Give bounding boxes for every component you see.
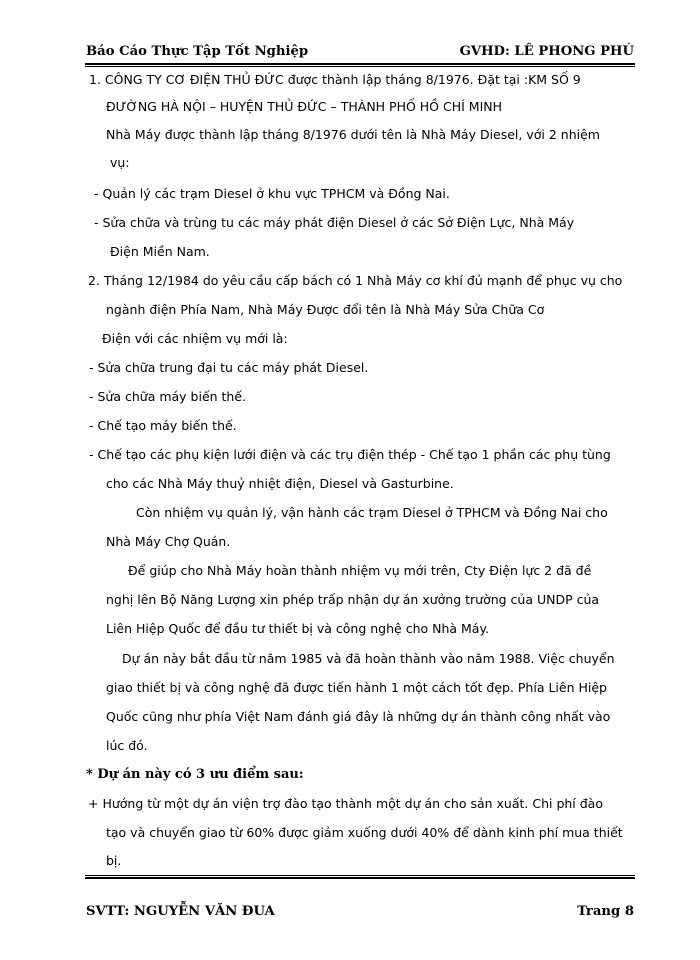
- section-heading: * Dự án này có 3 ưu điểm sau:: [86, 767, 304, 782]
- text-line: - Chế tạo các phụ kiện lưới điện và các trụ điện thép - Chế tạo 1 phần các phụ tùng: [89, 447, 611, 462]
- footer-rule-thin: [85, 875, 635, 876]
- page-number: Trang 8: [577, 904, 634, 919]
- footer-student: SVTT: NGUYỄN VĂN ĐUA: [86, 904, 275, 919]
- text-line: - Quản lý các trạm Diesel ở khu vực TPHCM và Đồng Nai.: [94, 186, 450, 201]
- text-line: cho các Nhà Máy thuỷ nhiệt điện, Diesel và Gasturbine.: [106, 476, 454, 491]
- header-rule-thick: [85, 63, 635, 65]
- text-line: tạo và chuyển giao từ 60% được giảm xuống dưới 40% để dành kinh phí mua thiết: [106, 825, 623, 840]
- text-line: lúc đó.: [106, 738, 148, 753]
- text-line: Liên Hiệp Quốc để đầu tư thiết bị và công nghệ cho Nhà Máy.: [106, 621, 490, 636]
- text-line: Còn nhiệm vụ quản lý, vận hành các trạm Diesel ở TPHCM và Đồng Nai cho: [136, 505, 608, 520]
- text-line: 2. Tháng 12/1984 do yêu cầu cấp bách có 1 Nhà Máy cơ khí đủ mạnh để phục vụ cho: [88, 273, 623, 288]
- text-line: - Sửa chữa và trùng tu các máy phát điện Diesel ở các Sở Điện Lực, Nhà Máy: [94, 215, 575, 230]
- text-line: Dự án này bắt đầu từ năm 1985 và đã hoàn thành vào năm 1988. Việc chuyển: [122, 651, 615, 666]
- text-line: vụ:: [110, 155, 130, 170]
- text-line: bị.: [106, 853, 122, 868]
- text-line: - Sửa chữa máy biến thế.: [89, 389, 247, 404]
- text-line: - Sửa chữa trung đại tu các máy phát Diesel.: [89, 360, 369, 375]
- text-line: Để giúp cho Nhà Máy hoàn thành nhiệm vụ mới trên, Cty Điện lực 2 đã đề: [128, 563, 592, 578]
- text-line: giao thiết bị và công nghệ đã được tiến hành 1 một cách tốt đẹp. Phía Liên Hiệp: [106, 680, 607, 695]
- text-line: Quốc cũng như phía Việt Nam đánh giá đây là những dự án thành công nhất vào: [106, 709, 611, 724]
- text-line: Nhà Máy được thành lập tháng 8/1976 dưới tên là Nhà Máy Diesel, với 2 nhiệm: [106, 127, 600, 142]
- footer-rule-thick: [85, 877, 635, 879]
- text-line: Điện Miền Nam.: [110, 244, 210, 259]
- header-title: Báo Cáo Thực Tập Tốt Nghiệp: [86, 44, 309, 59]
- text-line: 1. CÔNG TY CƠ ĐIỆN THỦ ĐỨC được thành lập tháng 8/1976. Đặt tại :KM SỐ 9: [89, 72, 581, 87]
- header-rule-thin: [85, 66, 635, 67]
- text-line: nghị lên Bộ Năng Lượng xin phép trấp nhận dự án xưởng trường của UNDP của: [106, 592, 600, 607]
- text-line: - Chế tạo máy biến thế.: [89, 418, 237, 433]
- text-line: Nhà Máy Chợ Quán.: [106, 534, 231, 549]
- text-line: ngành điện Phía Nam, Nhà Máy Được đổi tên là Nhà Máy Sửa Chữa Cơ: [106, 302, 545, 317]
- text-line: Điện với các nhiệm vụ mới là:: [102, 331, 288, 346]
- text-line: ĐƯỜNG HÀ NỘI – HUYỆN THỦ ĐỨC – THÀNH PHỐ HỒ CHÍ MINH: [106, 99, 503, 114]
- text-line: + Hướng từ một dự án viện trợ đào tạo thành một dự án cho sản xuất. Chi phí đào: [88, 796, 603, 811]
- header-advisor: GVHD: LÊ PHONG PHÚ: [459, 44, 634, 59]
